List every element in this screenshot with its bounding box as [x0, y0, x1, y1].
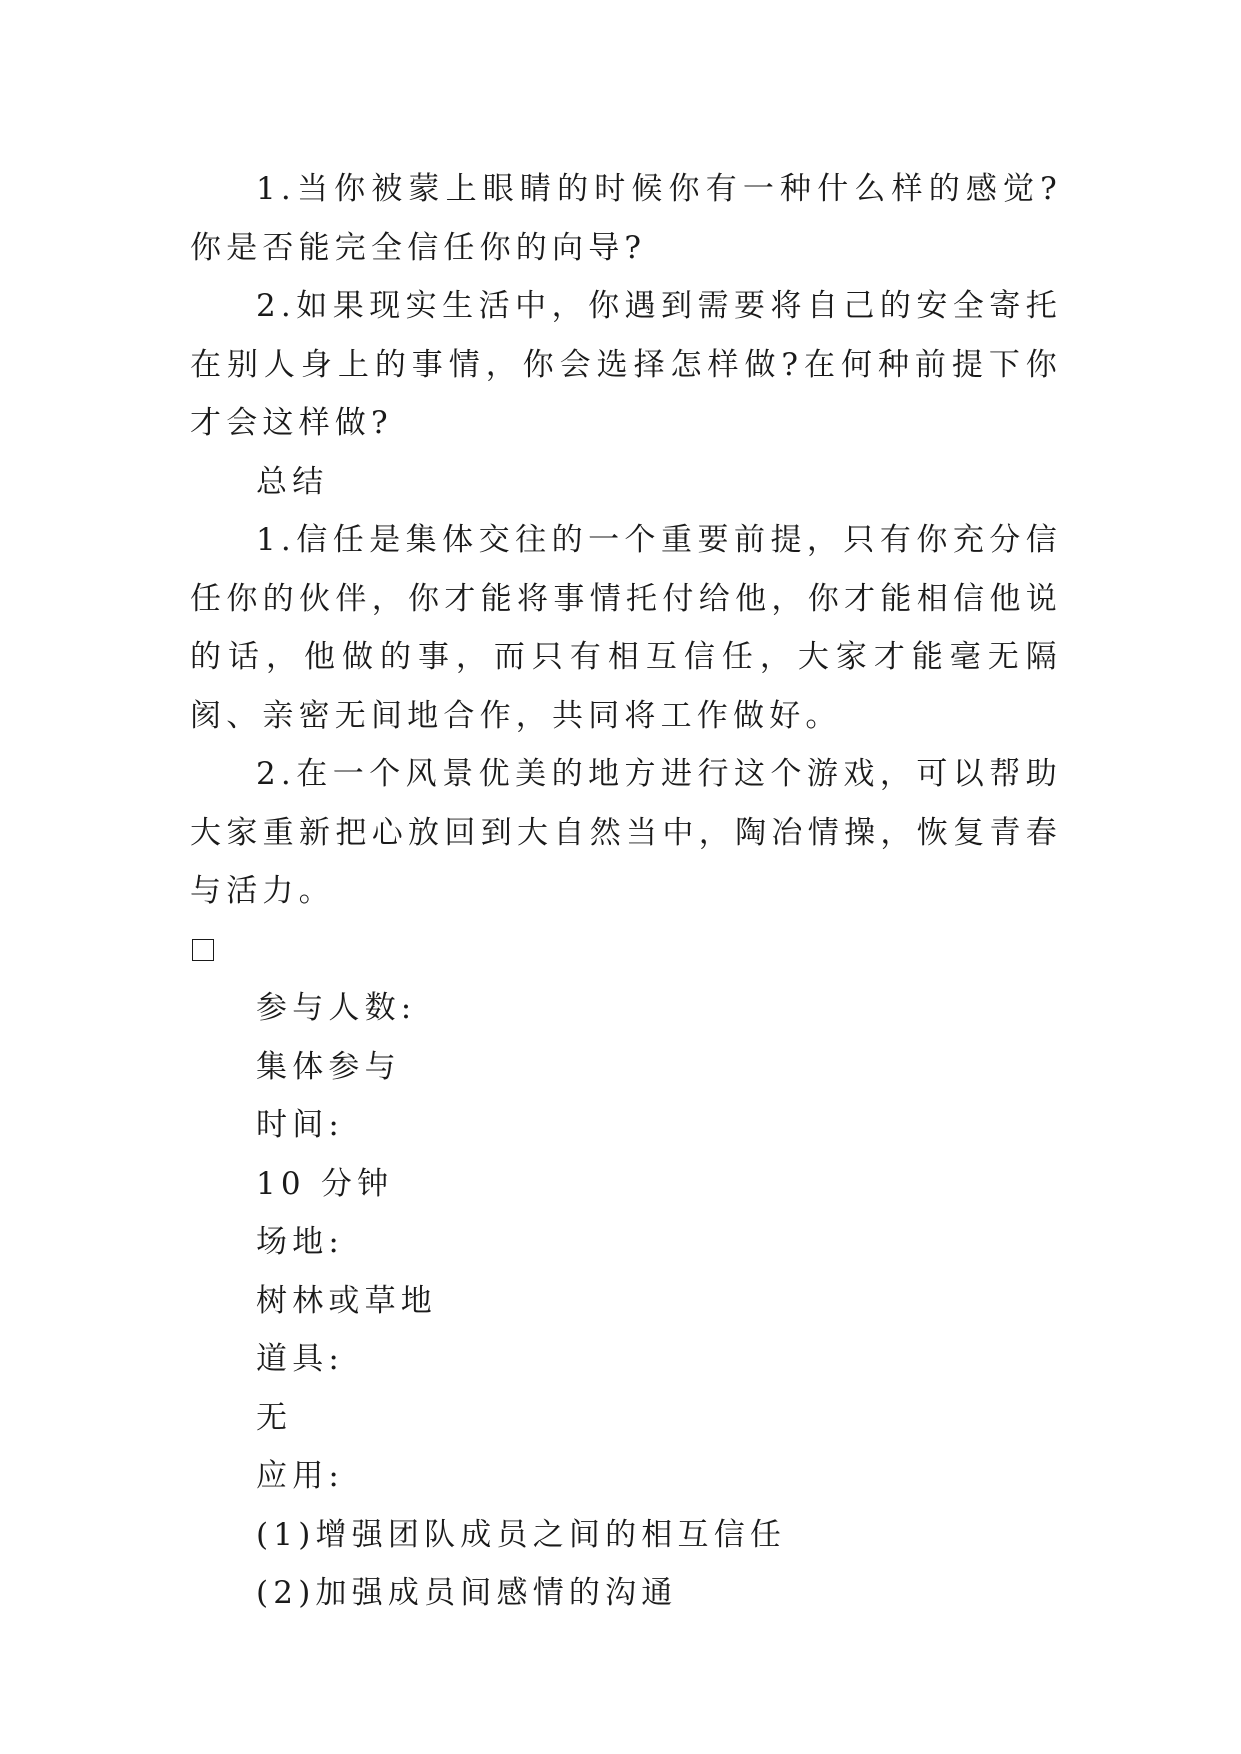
- summary-heading: 总结: [256, 463, 329, 500]
- application-label: 应用:: [256, 1458, 345, 1494]
- document-body: [190, 160, 1062, 1623]
- participants-value: 集体参与: [256, 1048, 401, 1085]
- venue-value: 树林或草地: [256, 1282, 437, 1319]
- summary-point-2: 2.在一个风景优美的地方进行这个游戏，可以帮助大家重新把心放回到大自然当中，陶冶情操，恢复青春与活力。: [190, 756, 1062, 909]
- question-2: 2.如果现实生活中，你遇到需要将自己的安全寄托在别人身上的事情，你会选择怎样做?在何种前提下你才会这样做?: [190, 288, 1062, 441]
- empty-box-icon: [192, 939, 214, 961]
- placeholder-box-line: [190, 921, 1062, 980]
- venue-label: 场地:: [256, 1224, 345, 1260]
- props-label: 道具:: [256, 1341, 345, 1377]
- time-value: 10 分钟: [256, 1165, 394, 1202]
- summary-point-1: 1.信任是集体交往的一个重要前提，只有你充分信任你的伙伴，你才能将事情托付给他，你才能相信他说的话，他做的事，而只有相互信任，大家才能毫无隔阂、亲密无间地合作，共同将工作做好。: [190, 522, 1062, 734]
- application-item-2: (2)加强成员间感情的沟通: [256, 1575, 678, 1611]
- time-label: 时间:: [256, 1107, 345, 1143]
- question-1: 1.当你被蒙上眼睛的时候你有一种什么样的感觉?你是否能完全信任你的向导?: [190, 171, 1062, 266]
- application-item-1: (1)增强团队成员之间的相互信任: [256, 1516, 787, 1553]
- props-value: 无: [256, 1399, 293, 1436]
- participants-label: 参与人数:: [256, 990, 417, 1026]
